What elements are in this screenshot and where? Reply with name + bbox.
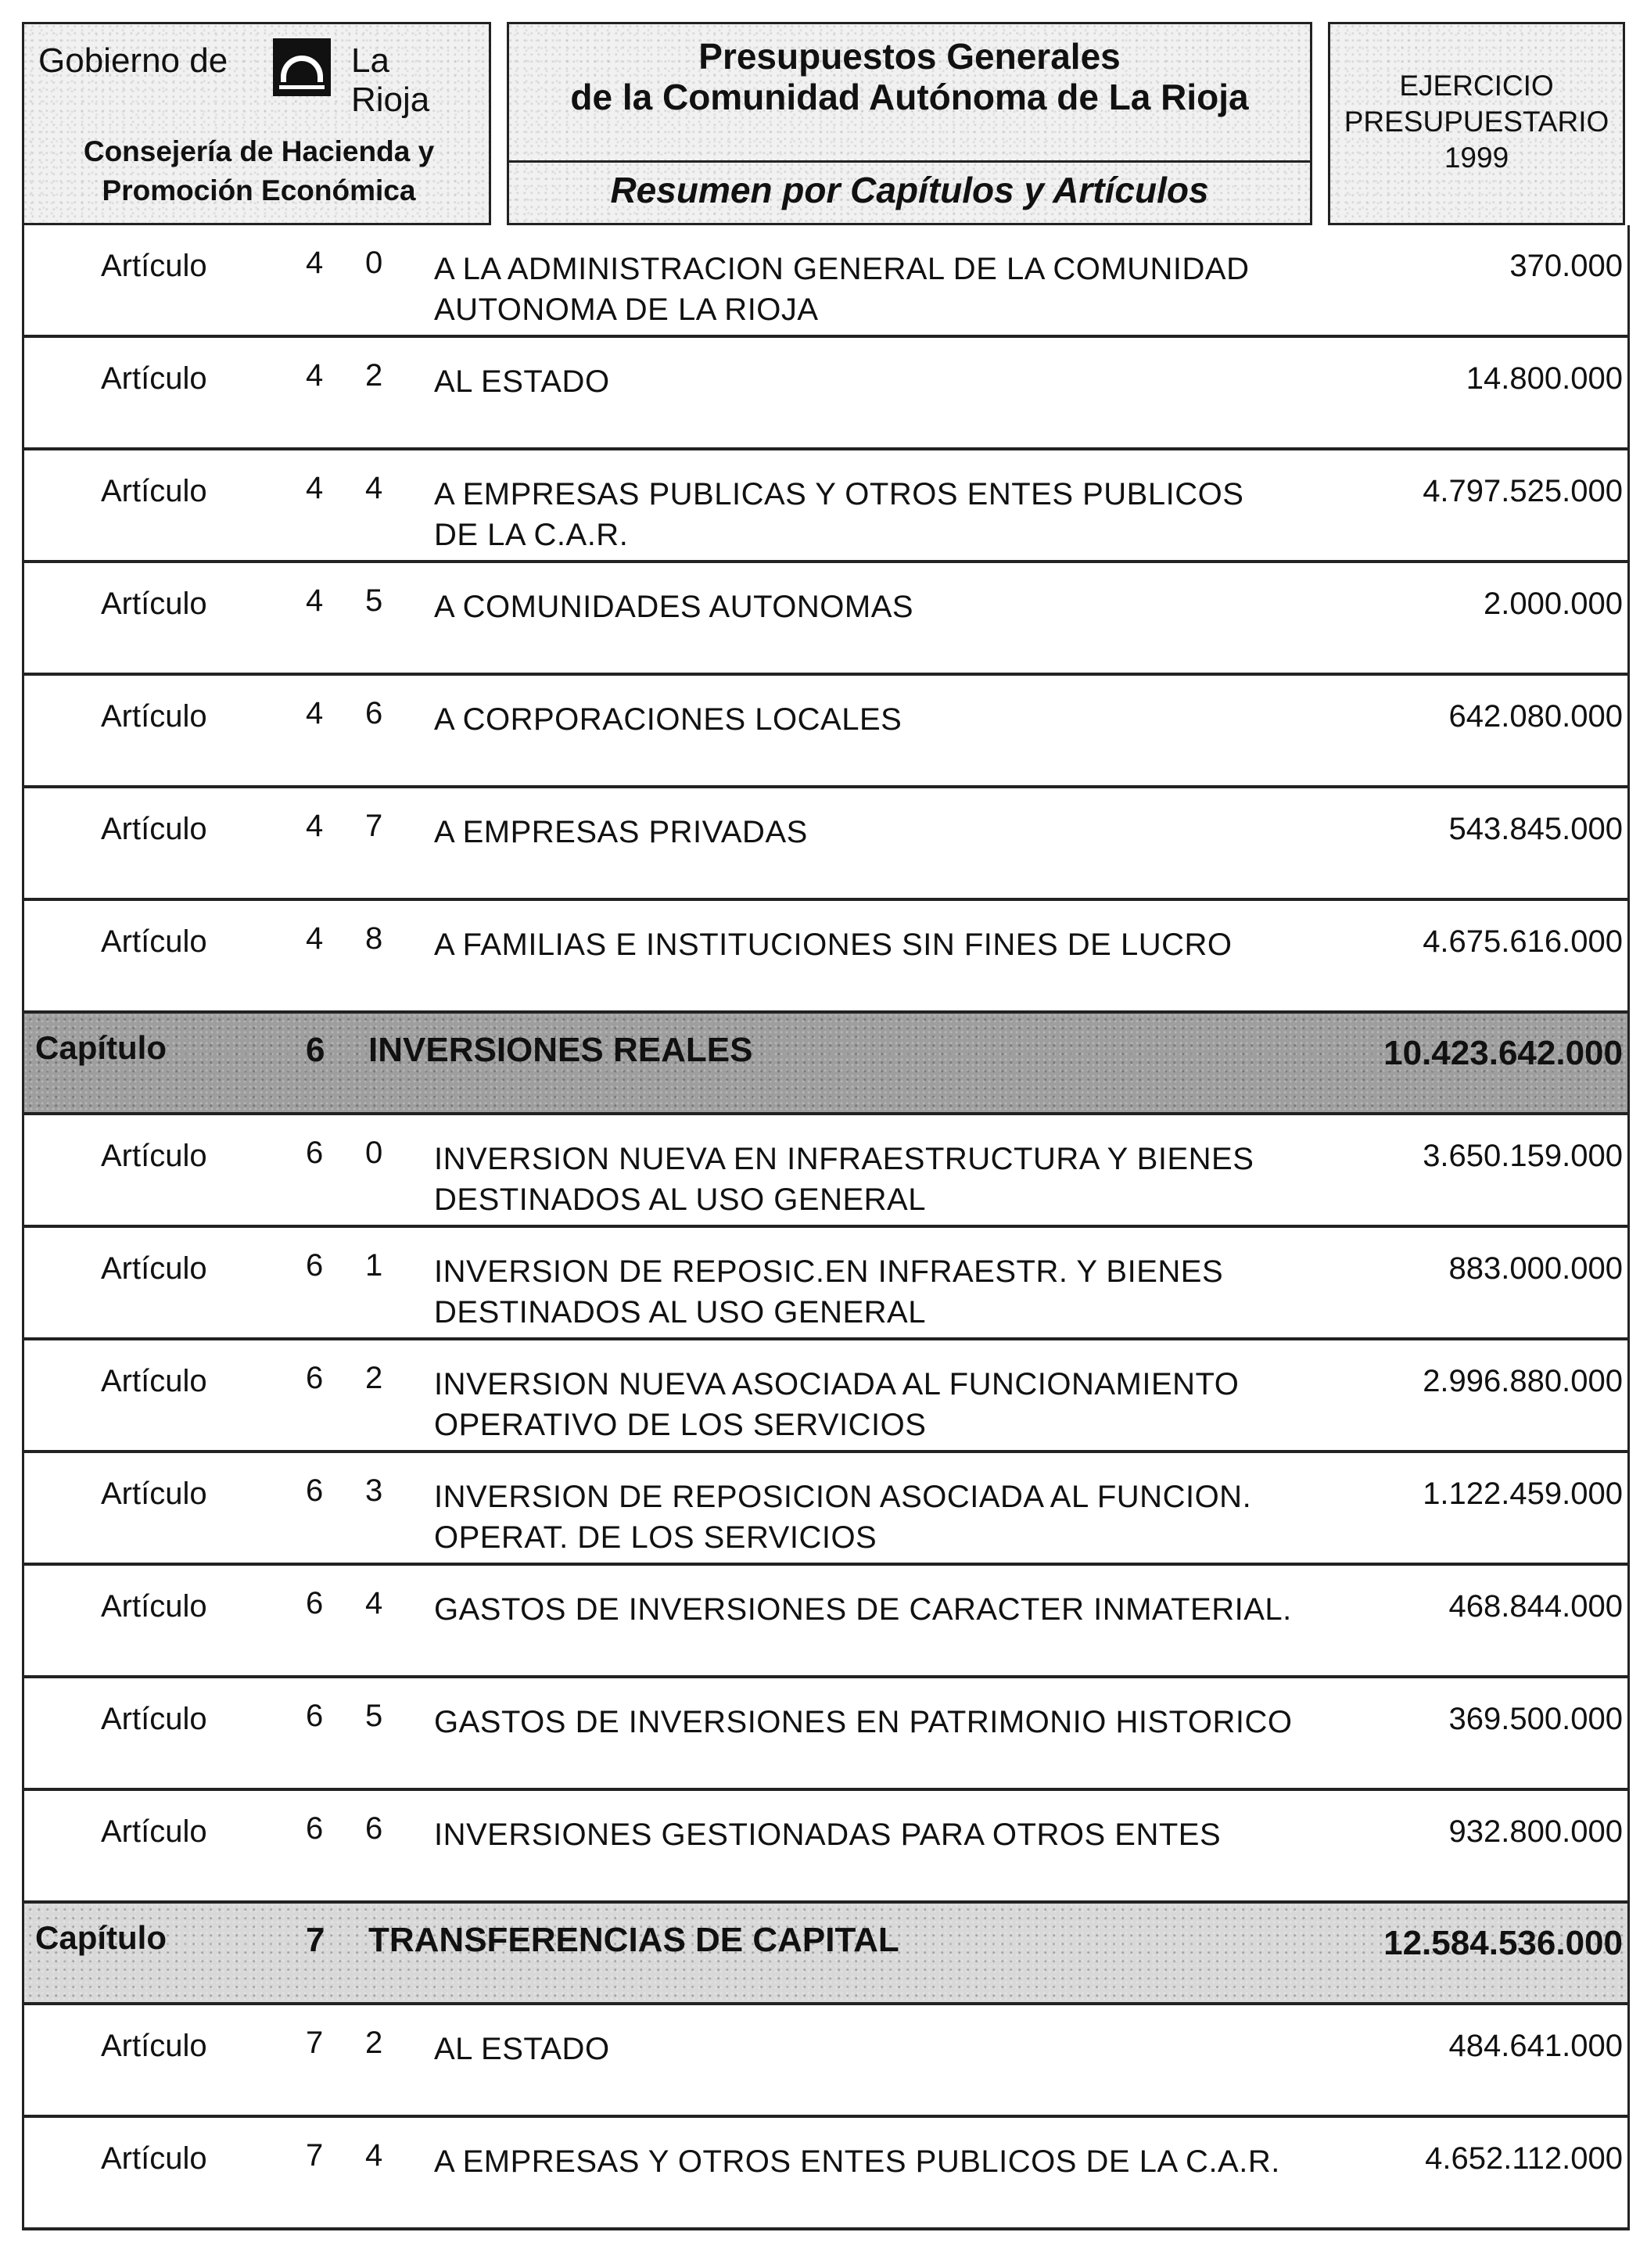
subtitle-box bbox=[507, 163, 1312, 225]
articulo-row bbox=[24, 450, 1627, 563]
articulo-code: 4 bbox=[365, 471, 383, 505]
articulo-amount: 2.996.880.000 bbox=[1423, 1364, 1623, 1398]
capitulo-code: 6 bbox=[306, 1248, 324, 1283]
capitulo-description: TRANSFERENCIAS DE CAPITAL bbox=[368, 1921, 899, 1959]
government-name bbox=[38, 41, 430, 119]
document-title-line2: de la Comunidad Autónoma de La Rioja bbox=[570, 77, 1249, 117]
articulo-amount: 4.652.112.000 bbox=[1425, 2141, 1623, 2176]
articulo-amount: 4.797.525.000 bbox=[1423, 474, 1623, 508]
articulo-description: INVERSION NUEVA ASOCIADA AL FUNCIONAMIENTO OPERATIVO DE LOS SERVICIOS bbox=[434, 1367, 1240, 1442]
articulo-code: 7 bbox=[365, 809, 383, 843]
articulo-label: Artículo bbox=[101, 1814, 207, 1849]
articulo-label: Artículo bbox=[101, 2029, 207, 2063]
articulo-label: Artículo bbox=[101, 1139, 207, 1173]
capitulo-code: 4 bbox=[306, 471, 324, 505]
articulo-code: 2 bbox=[365, 2026, 383, 2060]
articulo-label: Artículo bbox=[101, 1589, 207, 1624]
articulo-amount: 14.800.000 bbox=[1466, 361, 1623, 396]
articulo-label: Artículo bbox=[101, 1364, 207, 1398]
articulo-code: 0 bbox=[365, 1136, 383, 1170]
articulo-row bbox=[24, 1791, 1627, 1904]
capitulo-code: 4 bbox=[306, 921, 324, 956]
capitulo-code: 4 bbox=[306, 358, 324, 393]
ejercicio-label: EJERCICIO bbox=[1399, 70, 1554, 102]
articulo-code: 6 bbox=[365, 1811, 383, 1846]
capitulo-code: 4 bbox=[306, 246, 324, 280]
articulo-description: INVERSION NUEVA EN INFRAESTRUCTURA Y BIENES DESTINADOS AL USO GENERAL bbox=[434, 1142, 1254, 1217]
articulo-description: INVERSION DE REPOSICION ASOCIADA AL FUNCION. OPERAT. DE LOS SERVICIOS bbox=[434, 1480, 1252, 1555]
articulo-amount: 883.000.000 bbox=[1448, 1251, 1623, 1286]
bridge-arch-logo-icon bbox=[273, 38, 331, 96]
capitulo-code: 6 bbox=[306, 1811, 324, 1846]
articulo-code: 2 bbox=[365, 1361, 383, 1395]
articulo-label: Artículo bbox=[101, 1477, 207, 1511]
articulo-description: A EMPRESAS PRIVADAS bbox=[434, 815, 808, 849]
articulo-row bbox=[24, 1678, 1627, 1791]
articulo-row bbox=[24, 225, 1627, 338]
articulo-label: Artículo bbox=[101, 1251, 207, 1286]
articulo-description: A COMUNIDADES AUTONOMAS bbox=[434, 590, 914, 624]
articulo-amount: 4.675.616.000 bbox=[1423, 924, 1623, 959]
articulo-amount: 642.080.000 bbox=[1448, 699, 1623, 734]
budget-table bbox=[22, 225, 1630, 2230]
capitulo-label: Capítulo bbox=[35, 1919, 167, 1956]
articulo-amount: 2.000.000 bbox=[1484, 587, 1623, 621]
articulo-row bbox=[24, 788, 1627, 901]
articulo-description: A FAMILIAS E INSTITUCIONES SIN FINES DE LUCRO bbox=[434, 928, 1233, 962]
articulo-code: 1 bbox=[365, 1248, 383, 1283]
government-box bbox=[22, 22, 491, 225]
capitulo-code: 4 bbox=[306, 809, 324, 843]
articulo-row bbox=[24, 563, 1627, 676]
articulo-row bbox=[24, 676, 1627, 788]
capitulo-number: 6 bbox=[306, 1031, 325, 1069]
articulo-code: 3 bbox=[365, 1473, 383, 1508]
articulo-label: Artículo bbox=[101, 924, 207, 959]
capitulo-amount: 10.423.642.000 bbox=[1383, 1034, 1623, 1072]
articulo-row bbox=[24, 338, 1627, 450]
articulo-code: 5 bbox=[365, 583, 383, 618]
articulo-description: GASTOS DE INVERSIONES DE CARACTER INMATERIAL. bbox=[434, 1592, 1292, 1627]
articulo-amount: 3.650.159.000 bbox=[1423, 1139, 1623, 1173]
capitulo-code: 6 bbox=[306, 1586, 324, 1620]
document-subtitle: Resumen por Capítulos y Artículos bbox=[610, 170, 1209, 210]
capitulo-code: 4 bbox=[306, 583, 324, 618]
articulo-row bbox=[24, 1115, 1627, 1228]
capitulo-code: 7 bbox=[306, 2138, 324, 2173]
articulo-label: Artículo bbox=[101, 249, 207, 283]
articulo-amount: 370.000 bbox=[1509, 249, 1623, 283]
articulo-description: A EMPRESAS Y OTROS ENTES PUBLICOS DE LA C.A.R. bbox=[434, 2144, 1280, 2179]
articulo-row bbox=[24, 2005, 1627, 2118]
articulo-amount: 369.500.000 bbox=[1448, 1702, 1623, 1736]
ejercicio-box bbox=[1328, 22, 1625, 225]
articulo-description: A CORPORACIONES LOCALES bbox=[434, 702, 902, 737]
articulo-label: Artículo bbox=[101, 587, 207, 621]
articulo-code: 2 bbox=[365, 358, 383, 393]
articulo-code: 5 bbox=[365, 1699, 383, 1733]
capitulo-description: INVERSIONES REALES bbox=[368, 1031, 753, 1069]
capitulo-code: 6 bbox=[306, 1136, 324, 1170]
articulo-description: INVERSION DE REPOSIC.EN INFRAESTR. Y BIENES DESTINADOS AL USO GENERAL bbox=[434, 1254, 1224, 1330]
articulo-code: 0 bbox=[365, 246, 383, 280]
articulo-description: A LA ADMINISTRACION GENERAL DE LA COMUNIDAD AUTONOMA DE LA RIOJA bbox=[434, 252, 1250, 327]
articulo-row bbox=[24, 1228, 1627, 1340]
articulo-description: AL ESTADO bbox=[434, 364, 610, 399]
articulo-row bbox=[24, 1566, 1627, 1678]
articulo-description: A EMPRESAS PUBLICAS Y OTROS ENTES PUBLICOS DE LA C.A.R. bbox=[434, 477, 1244, 552]
title-box bbox=[507, 22, 1312, 163]
articulo-row bbox=[24, 1340, 1627, 1453]
articulo-label: Artículo bbox=[101, 474, 207, 508]
articulo-row bbox=[24, 901, 1627, 1014]
ejercicio-year: 1999 bbox=[1444, 142, 1509, 174]
articulo-description: GASTOS DE INVERSIONES EN PATRIMONIO HISTORICO bbox=[434, 1705, 1293, 1739]
articulo-label: Artículo bbox=[101, 361, 207, 396]
capitulo-number: 7 bbox=[306, 1921, 325, 1959]
articulo-label: Artículo bbox=[101, 2141, 207, 2176]
articulo-amount: 1.122.459.000 bbox=[1423, 1477, 1623, 1511]
articulo-code: 4 bbox=[365, 1586, 383, 1620]
government-region: La Rioja bbox=[351, 41, 430, 119]
articulo-description: INVERSIONES GESTIONADAS PARA OTROS ENTES bbox=[434, 1818, 1222, 1852]
capitulo-row bbox=[24, 1014, 1627, 1115]
document-title-line1: Presupuestos Generales bbox=[698, 36, 1121, 77]
articulo-row bbox=[24, 2118, 1627, 2230]
articulo-amount: 543.845.000 bbox=[1448, 812, 1623, 846]
government-prefix: Gobierno de bbox=[38, 41, 228, 80]
articulo-label: Artículo bbox=[101, 812, 207, 846]
capitulo-code: 7 bbox=[306, 2026, 324, 2060]
consejeria-line1: Consejería de Hacienda y bbox=[83, 135, 435, 167]
capitulo-code: 4 bbox=[306, 696, 324, 730]
capitulo-row bbox=[24, 1904, 1627, 2005]
articulo-amount: 468.844.000 bbox=[1448, 1589, 1623, 1624]
articulo-amount: 484.641.000 bbox=[1448, 2029, 1623, 2063]
capitulo-code: 6 bbox=[306, 1473, 324, 1508]
document-header bbox=[22, 22, 1625, 225]
capitulo-code: 6 bbox=[306, 1361, 324, 1395]
articulo-code: 4 bbox=[365, 2138, 383, 2173]
consejeria-line2: Promoción Económica bbox=[102, 174, 416, 206]
articulo-description: AL ESTADO bbox=[434, 2032, 610, 2066]
capitulo-label: Capítulo bbox=[35, 1029, 167, 1066]
articulo-code: 6 bbox=[365, 696, 383, 730]
capitulo-amount: 12.584.536.000 bbox=[1383, 1924, 1623, 1962]
articulo-row bbox=[24, 1453, 1627, 1566]
capitulo-code: 6 bbox=[306, 1699, 324, 1733]
articulo-label: Artículo bbox=[101, 699, 207, 734]
presupuestario-label: PRESUPUESTARIO bbox=[1344, 106, 1609, 138]
articulo-code: 8 bbox=[365, 921, 383, 956]
articulo-label: Artículo bbox=[101, 1702, 207, 1736]
articulo-amount: 932.800.000 bbox=[1448, 1814, 1623, 1849]
